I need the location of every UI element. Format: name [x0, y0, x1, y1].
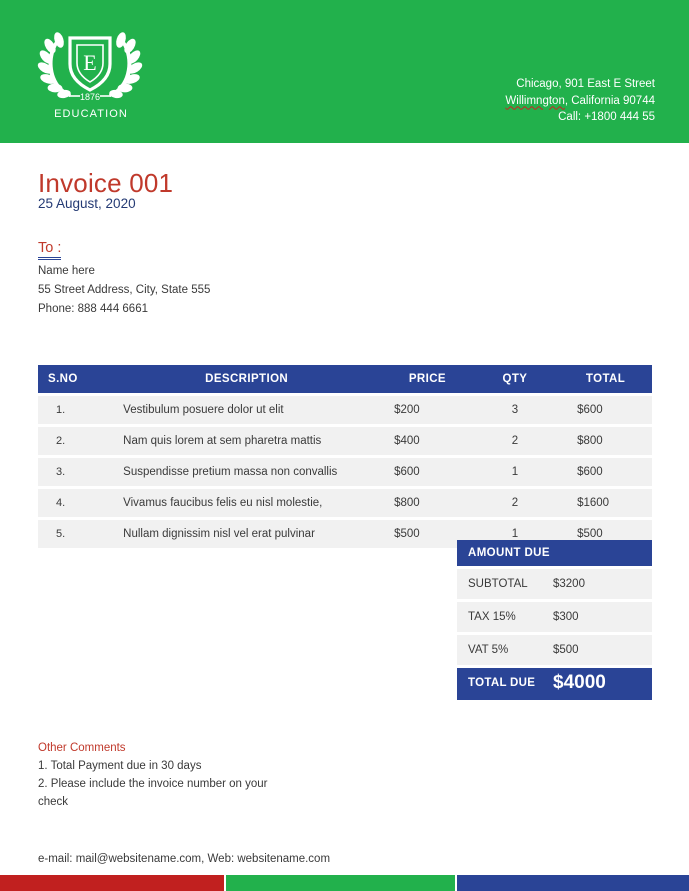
cell-price: $600: [384, 458, 471, 486]
footer-bar-blue: [457, 875, 689, 891]
cell-qty: 3: [471, 396, 559, 424]
tax-label: TAX 15%: [468, 611, 516, 623]
amount-due-heading: AMOUNT DUE: [457, 540, 652, 566]
comment-item: 1. Total Payment due in 30 days: [38, 760, 202, 772]
cell-description: Vivamus faucibus felis eu nisl molestie,: [109, 489, 384, 517]
page-header-band: [0, 0, 689, 143]
cell-total: $600: [559, 458, 652, 486]
column-header-description: DESCRIPTION: [109, 365, 384, 393]
footer-contact: e-mail: mail@websitename.com, Web: websitename.com: [38, 853, 331, 865]
cell-description: Vestibulum posuere dolor ut elit: [109, 396, 384, 424]
other-comments-list: [38, 757, 368, 808]
cell-total: $600: [559, 396, 652, 424]
education-crest-icon: [36, 26, 144, 104]
address-street: Chicago, 901 East E Street: [516, 78, 655, 90]
company-logo: [36, 26, 146, 120]
column-header-sno: S.NO: [38, 365, 109, 393]
footer-bar-red: [0, 875, 224, 891]
tax-row: [457, 602, 652, 632]
cell-qty: 2: [471, 427, 559, 455]
cell-sno: 2.: [38, 427, 109, 455]
cell-description: Nam quis lorem at sem pharetra mattis: [109, 427, 384, 455]
table-row: [38, 458, 652, 486]
cell-qty: 1: [471, 458, 559, 486]
cell-price: $200: [384, 396, 471, 424]
cell-price: $400: [384, 427, 471, 455]
table-row: [38, 396, 652, 424]
vat-value: $500: [553, 644, 579, 656]
total-due-label: TOTAL DUE: [468, 677, 536, 689]
bill-to-phone: Phone: 888 444 6661: [38, 303, 148, 315]
logo-wordmark: EDUCATION: [54, 108, 128, 120]
table-header-row: [38, 365, 652, 393]
table-row: [38, 489, 652, 517]
subtotal-row: [457, 569, 652, 599]
cell-sno: 3.: [38, 458, 109, 486]
comment-item-clipped: check: [38, 796, 69, 808]
bill-to-address: 55 Street Address, City, State 555: [38, 284, 211, 296]
comment-item: 2. Please include the invoice number on your: [38, 778, 268, 790]
crest-letter: E: [83, 50, 97, 75]
bill-to-name: Name here: [38, 265, 95, 277]
invoice-items-table: [38, 362, 652, 551]
crest-year: 1876: [79, 92, 101, 102]
invoice-title: Invoice 001: [38, 168, 174, 198]
cell-sno: 4.: [38, 489, 109, 517]
address-state-zip: , California 90744: [564, 94, 655, 107]
cell-price: $800: [384, 489, 471, 517]
table-row: [38, 427, 652, 455]
amount-due-panel: [457, 540, 652, 700]
cell-price: $500: [384, 520, 471, 548]
footer-color-bars: [0, 875, 689, 891]
company-address: [505, 76, 655, 126]
cell-sno: 5.: [38, 520, 109, 548]
column-header-total: TOTAL: [559, 365, 652, 393]
cell-total: $500: [559, 520, 652, 548]
cell-qty: 2: [471, 489, 559, 517]
vat-row: [457, 635, 652, 665]
cell-qty: 1: [471, 520, 559, 548]
footer-bar-green: [226, 875, 455, 891]
column-header-qty: QTY: [471, 365, 559, 393]
total-due-row: [457, 668, 652, 700]
company-phone: Call: +1800 444 55: [558, 111, 655, 123]
subtotal-value: $3200: [553, 578, 585, 590]
column-header-price: PRICE: [384, 365, 471, 393]
cell-total: $800: [559, 427, 652, 455]
subtotal-label: SUBTOTAL: [468, 578, 528, 590]
tax-value: $300: [553, 611, 579, 623]
vat-label: VAT 5%: [468, 644, 509, 656]
cell-sno: 1.: [38, 396, 109, 424]
cell-description: Nullam dignissim nisl vel erat pulvinar: [109, 520, 384, 548]
address-city-state: [505, 93, 655, 110]
bill-to-block: [38, 262, 210, 319]
invoice-date: 25 August, 2020: [38, 196, 136, 211]
cell-description: Suspendisse pretium massa non convallis: [109, 458, 384, 486]
misspelled-city: Willimngton: [505, 94, 565, 107]
total-due-value: $4000: [553, 672, 606, 693]
cell-total: $1600: [559, 489, 652, 517]
bill-to-label: To :: [38, 240, 61, 260]
other-comments-title: Other Comments: [38, 742, 126, 754]
